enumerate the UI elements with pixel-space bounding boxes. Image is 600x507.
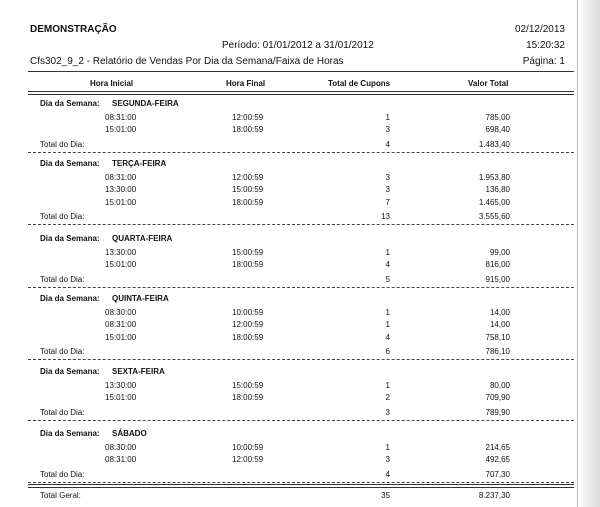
row-hora-final: 18:00:59 <box>232 197 264 207</box>
day-total-valor: 789,90 <box>485 407 510 417</box>
row-hora-inicial: 15:01:00 <box>105 332 137 342</box>
group-divider <box>28 420 574 421</box>
column-header-divider <box>28 91 574 95</box>
day-total-label: Total do Dia: <box>40 407 85 417</box>
report-period: Período: 01/01/2012 a 31/01/2012 <box>222 40 374 51</box>
row-hora-final: 15:00:59 <box>232 185 264 195</box>
row-hora-inicial: 08:31:00 <box>105 455 137 465</box>
row-valor-total: 1.953,80 <box>478 173 510 182</box>
day-label: Dia da Semana: <box>40 294 100 303</box>
day-total-valor: 707,30 <box>485 469 510 479</box>
header-divider <box>28 71 574 72</box>
day-total-valor: 915,00 <box>485 274 510 284</box>
row-hora-inicial: 15:01:00 <box>105 260 137 270</box>
group-divider <box>28 482 574 483</box>
row-hora-inicial: 08:31:00 <box>105 173 137 182</box>
row-total-cupons: 3 <box>385 173 390 182</box>
col-total-cupons: Total de Cupons <box>328 79 391 88</box>
row-valor-total: 80,00 <box>489 381 510 390</box>
day-label: Dia da Semana: <box>40 159 100 168</box>
row-hora-inicial: 15:01:00 <box>105 197 137 207</box>
row-total-cupons: 3 <box>385 455 390 465</box>
day-label: Dia da Semana: <box>40 367 100 376</box>
row-hora-final: 12:00:59 <box>232 320 264 330</box>
row-hora-final: 15:00:59 <box>232 381 264 390</box>
day-total-cupons: 4 <box>385 469 390 479</box>
row-valor-total: 816,00 <box>485 260 510 270</box>
row-valor-total: 99,00 <box>489 248 510 257</box>
row-valor-total: 214,65 <box>485 443 510 452</box>
grand-total-label: Total Geral: <box>40 491 81 500</box>
day-total-cupons: 4 <box>385 139 390 149</box>
row-hora-inicial: 13:30:00 <box>105 185 137 195</box>
row-hora-final: 12:00:59 <box>232 455 264 465</box>
day-name: SEGUNDA-FEIRA <box>112 99 179 108</box>
day-total-cupons: 3 <box>385 407 390 417</box>
row-valor-total: 758,10 <box>485 332 510 342</box>
day-total-label: Total do Dia: <box>40 346 85 356</box>
report-date: 02/12/2013 <box>514 24 565 35</box>
row-total-cupons: 1 <box>385 248 390 257</box>
row-valor-total: 14,00 <box>489 320 510 330</box>
day-total-label: Total do Dia: <box>40 469 85 479</box>
grand-total-divider <box>28 484 574 488</box>
col-hora-inicial: Hora Inicial <box>90 79 134 88</box>
row-hora-inicial: 08:30:00 <box>105 443 137 452</box>
page-number: Página: 1 <box>522 56 565 67</box>
day-total-valor: 1.483,40 <box>478 139 510 149</box>
row-hora-final: 12:00:59 <box>232 113 264 122</box>
row-total-cupons: 7 <box>385 197 390 207</box>
row-hora-inicial: 08:30:00 <box>105 308 137 317</box>
row-total-cupons: 1 <box>385 113 390 122</box>
row-total-cupons: 1 <box>385 381 390 390</box>
row-hora-final: 10:00:59 <box>232 308 264 317</box>
day-total-cupons: 13 <box>381 211 390 221</box>
row-valor-total: 785,00 <box>485 113 510 122</box>
row-hora-final: 18:00:59 <box>232 393 264 403</box>
row-valor-total: 136,80 <box>485 185 510 195</box>
group-divider <box>28 152 574 153</box>
row-total-cupons: 3 <box>385 185 390 195</box>
day-name: QUARTA-FEIRA <box>112 234 173 243</box>
company-name: DEMONSTRAÇÃO <box>30 24 117 35</box>
row-total-cupons: 3 <box>385 125 390 135</box>
day-label: Dia da Semana: <box>40 99 100 108</box>
day-total-label: Total do Dia: <box>40 274 85 284</box>
row-hora-final: 10:00:59 <box>232 443 264 452</box>
row-hora-inicial: 15:01:00 <box>105 393 137 403</box>
day-total-label: Total do Dia: <box>40 211 85 221</box>
report-time: 15:20:32 <box>526 40 565 51</box>
group-divider <box>28 359 574 360</box>
row-hora-inicial: 15:01:00 <box>105 125 137 135</box>
day-name: QUINTA-FEIRA <box>112 294 169 303</box>
grand-total-cupons: 35 <box>381 491 390 500</box>
day-total-valor: 3.555,60 <box>478 211 510 221</box>
row-hora-final: 18:00:59 <box>232 260 264 270</box>
row-valor-total: 1.465,00 <box>478 197 510 207</box>
page-edge-shadow <box>577 0 600 507</box>
day-total-cupons: 5 <box>385 274 390 284</box>
grand-total-valor: 8.237,30 <box>478 491 510 500</box>
day-label: Dia da Semana: <box>40 429 100 438</box>
row-hora-inicial: 08:31:00 <box>105 113 137 122</box>
day-total-cupons: 6 <box>385 346 390 356</box>
row-hora-inicial: 08:31:00 <box>105 320 137 330</box>
row-total-cupons: 1 <box>385 443 390 452</box>
col-valor-total: Valor Total <box>468 79 509 88</box>
day-label: Dia da Semana: <box>40 234 100 243</box>
row-valor-total: 14,00 <box>489 308 510 317</box>
row-hora-final: 18:00:59 <box>232 125 264 135</box>
row-hora-inicial: 13:30:00 <box>105 381 137 390</box>
row-total-cupons: 4 <box>385 260 390 270</box>
row-total-cupons: 1 <box>385 320 390 330</box>
group-divider <box>28 224 574 225</box>
col-hora-final: Hora Final <box>226 79 266 88</box>
row-hora-inicial: 13:30:00 <box>105 248 137 257</box>
report-title: Cfs302_9_2 - Relatório de Vendas Por Dia da Semana/Faixa de Horas <box>30 56 344 67</box>
group-divider <box>28 287 574 288</box>
row-total-cupons: 1 <box>385 308 390 317</box>
row-valor-total: 709,90 <box>485 393 510 403</box>
day-total-label: Total do Dia: <box>40 139 85 149</box>
day-name: SEXTA-FEIRA <box>112 367 165 376</box>
row-total-cupons: 4 <box>385 332 390 342</box>
day-name: TERÇA-FEIRA <box>112 159 167 168</box>
row-total-cupons: 2 <box>385 393 390 403</box>
row-hora-final: 15:00:59 <box>232 248 264 257</box>
day-name: SÁBADO <box>112 429 147 438</box>
row-valor-total: 698,40 <box>485 125 510 135</box>
day-total-valor: 786,10 <box>485 346 510 356</box>
row-hora-final: 12:00:59 <box>232 173 264 182</box>
row-hora-final: 18:00:59 <box>232 332 264 342</box>
row-valor-total: 492,65 <box>485 455 510 465</box>
